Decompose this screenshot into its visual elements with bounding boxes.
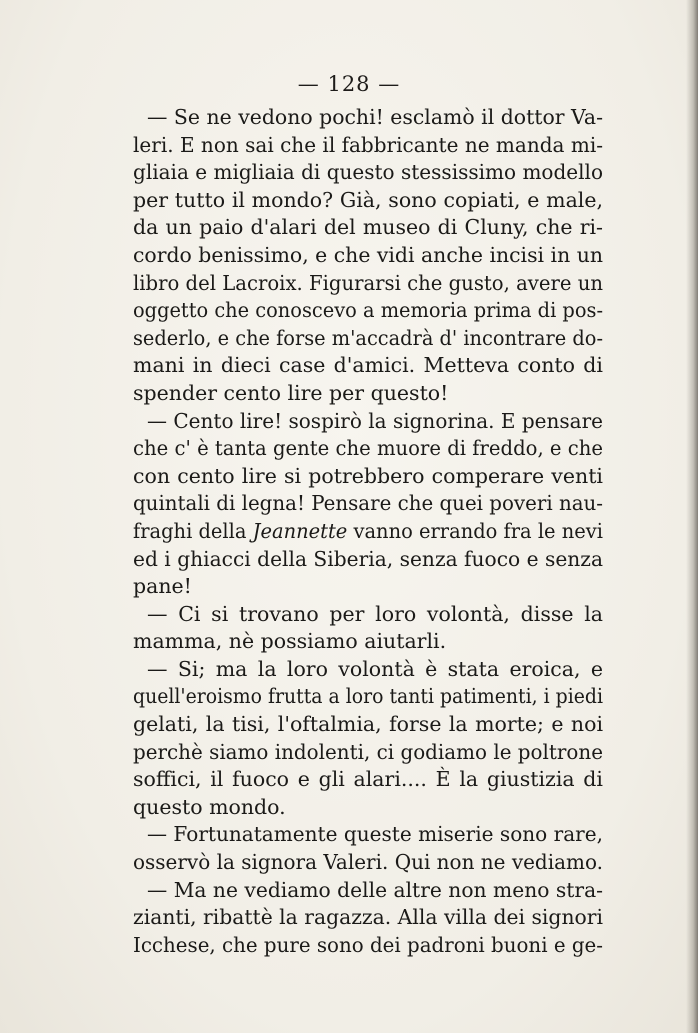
- text-line-content: cordo benissimo, e che vidi anche incisi in un: [133, 242, 603, 267]
- text-line: [133, 573, 603, 601]
- text-segment: fraghi della: [133, 518, 253, 543]
- text-line-content: — Ci si trovano per loro volontà, disse la: [147, 601, 603, 626]
- text-line: [133, 794, 603, 822]
- text-line-content: quintali di legna! Pensare che quei poveri nau-: [133, 491, 603, 516]
- text-line: [133, 380, 603, 408]
- text-line-content: gelati, la tisi, l'oftalmia, forse la morte; e noi: [133, 712, 603, 737]
- text-line-content: sederlo, e che forse m'accadrà d' incontrare do-: [133, 325, 603, 350]
- text-line-content: zianti, ribattè la ragazza. Alla villa dei signori: [133, 905, 603, 930]
- text-line-content: — Ma ne vediamo delle altre non meno stra-: [147, 877, 603, 902]
- text-line: [133, 766, 603, 794]
- text-line: [133, 546, 603, 574]
- text-line: [133, 463, 603, 491]
- text-line: [133, 849, 603, 877]
- text-line-content: mani in dieci case d'amici. Metteva conto di: [133, 353, 603, 378]
- text-line: [133, 435, 603, 463]
- text-line-content: pane!: [133, 574, 192, 599]
- text-line-content: spender cento lire per questo!: [133, 380, 449, 405]
- text-line: [133, 739, 603, 767]
- text-line-content: perchè siamo indolenti, ci godiamo le poltrone: [133, 739, 603, 764]
- text-line: [133, 683, 603, 711]
- text-line: [133, 877, 603, 905]
- text-line-content: — Cento lire! sospirò la signorina. E pensare: [147, 408, 603, 433]
- text-line: [133, 242, 603, 270]
- text-line-content: soffici, il fuoco e gli alari.... È la giustizia di: [133, 767, 603, 792]
- text-line: [133, 132, 603, 160]
- page-edge-shadow: [686, 0, 698, 1033]
- italic-title: Jeannette: [252, 518, 348, 543]
- text-line: [133, 325, 603, 353]
- text-line: [133, 159, 603, 187]
- text-line: [133, 214, 603, 242]
- text-line: [133, 270, 603, 298]
- text-line-content: osservò la signora Valeri. Qui non ne vediamo.: [133, 850, 603, 875]
- page-number: — 128 —: [297, 72, 401, 96]
- text-line-content: con cento lire si potrebbero comperare venti: [133, 463, 603, 488]
- text-line-content: mamma, nè possiamo aiutarli.: [133, 629, 447, 654]
- text-line-content: — Si; ma la loro volontà è stata eroica, e: [147, 656, 603, 681]
- text-line-content: da un paio d'alari del museo di Cluny, che ri-: [133, 215, 603, 240]
- text-line: [133, 932, 603, 960]
- text-line: [133, 352, 603, 380]
- text-line: [133, 187, 603, 215]
- body-text: [133, 104, 603, 959]
- text-line-content: Icchese, che pure sono dei padroni buoni e ge-: [133, 932, 603, 957]
- text-line-content: leri. E non sai che il fabbricante ne manda mi-: [133, 132, 603, 157]
- text-line-content: — Fortunatamente queste miserie sono rare,: [147, 822, 603, 847]
- text-line-content: libro del Lacroix. Figurarsi che gusto, avere un: [133, 270, 603, 295]
- text-line-content: oggetto che conoscevo a memoria prima di pos-: [133, 298, 603, 323]
- text-line: [133, 297, 603, 325]
- text-line: [133, 490, 603, 518]
- text-line: [133, 821, 603, 849]
- text-segment: vanno errando fra le nevi: [347, 518, 603, 543]
- text-line-content: [133, 518, 603, 546]
- text-line: [133, 104, 603, 132]
- text-line-content: quell'eroismo frutta a loro tanti patimenti, i piedi: [133, 684, 603, 709]
- text-line-content: — Se ne vedono pochi! esclamò il dottor Va-: [147, 105, 603, 129]
- text-line: [133, 904, 603, 932]
- text-line-content: gliaia e migliaia di questo stessissimo modello: [133, 160, 603, 185]
- text-line-content: che c' è tanta gente che muore di freddo, e che: [133, 436, 603, 461]
- text-line: [133, 518, 603, 546]
- text-line: [133, 408, 603, 436]
- text-line-content: ed i ghiacci della Siberia, senza fuoco e senza: [133, 546, 603, 571]
- text-line: [133, 628, 603, 656]
- text-line: [133, 656, 603, 684]
- text-line: [133, 711, 603, 739]
- text-line-content: questo mondo.: [133, 794, 286, 819]
- text-line: [133, 601, 603, 629]
- text-line-content: per tutto il mondo? Già, sono copiati, e male,: [133, 187, 603, 212]
